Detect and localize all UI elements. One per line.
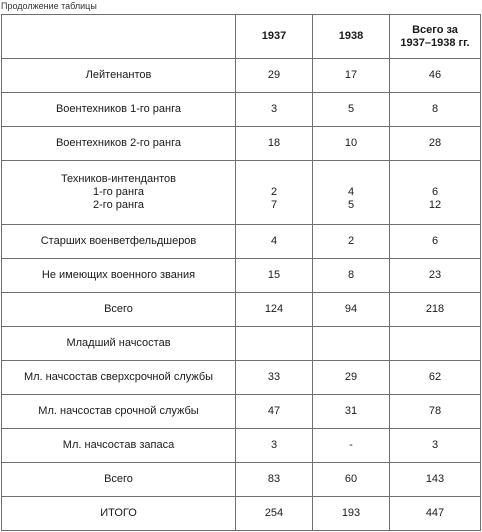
cell-1937	[236, 327, 313, 361]
cell-total: 23	[390, 259, 481, 293]
cell-1938: 10	[313, 127, 390, 161]
cell-1938: 94	[313, 293, 390, 327]
cell-total: 218	[390, 293, 481, 327]
cell-total: 78	[390, 395, 481, 429]
cell-1938: 2	[313, 225, 390, 259]
header-1937: 1937	[236, 15, 313, 59]
table-row	[2, 59, 481, 93]
row-label: Воентехников 2-го ранга	[2, 127, 236, 161]
cell-1937-sub1: 2	[270, 186, 278, 198]
cell-total: 62	[390, 361, 481, 395]
row-label: Младший начсостав	[2, 327, 236, 361]
cell-total: 46	[390, 59, 481, 93]
cell-1937	[236, 161, 313, 225]
row-label: Лейтенантов	[2, 59, 236, 93]
section-row	[2, 327, 481, 361]
row-sublabel-1: 1-го ранга	[93, 186, 144, 198]
row-label-main: Техников-интендантов	[60, 173, 177, 185]
table-row	[2, 225, 481, 259]
cell-1938	[313, 161, 390, 225]
cell-total: 447	[390, 497, 481, 531]
cell-1937: 254	[236, 497, 313, 531]
data-table	[1, 14, 481, 531]
cell-total: 143	[390, 463, 481, 497]
table-row	[2, 259, 481, 293]
cell-1938	[313, 327, 390, 361]
cell-total: 3	[390, 429, 481, 463]
table-row	[2, 127, 481, 161]
row-label: Мл. начсостав сверхсрочной службы	[2, 361, 236, 395]
table-row	[2, 93, 481, 127]
cell-1937: 18	[236, 127, 313, 161]
table-row	[2, 361, 481, 395]
cell-total: 6	[390, 225, 481, 259]
row-label: Мл. начсостав запаса	[2, 429, 236, 463]
cell-1937: 83	[236, 463, 313, 497]
header-label-cell	[2, 15, 236, 59]
grand-total-row	[2, 497, 481, 531]
cell-1937: 47	[236, 395, 313, 429]
cell-total: 8	[390, 93, 481, 127]
row-label	[2, 161, 236, 225]
cell-1938: 29	[313, 361, 390, 395]
cell-1938: -	[313, 429, 390, 463]
row-label: Воентехников 1-го ранга	[2, 93, 236, 127]
table-row	[2, 161, 481, 225]
cell-1937-sub2: 7	[270, 199, 278, 211]
total-row	[2, 293, 481, 327]
row-label: Старших военветфельдшеров	[2, 225, 236, 259]
table-caption: Продолжение таблицы	[1, 1, 97, 11]
row-label: Всего	[2, 293, 236, 327]
cell-1937: 4	[236, 225, 313, 259]
header-1938: 1938	[313, 15, 390, 59]
cell-1938: 5	[313, 93, 390, 127]
row-label: Всего	[2, 463, 236, 497]
cell-1938: 17	[313, 59, 390, 93]
row-label: ИТОГО	[2, 497, 236, 531]
cell-total	[390, 161, 481, 225]
cell-total: 28	[390, 127, 481, 161]
row-label: Мл. начсостав срочной службы	[2, 395, 236, 429]
cell-total-sub2: 12	[428, 199, 442, 211]
cell-1938-sub1: 4	[347, 186, 355, 198]
table-row	[2, 429, 481, 463]
cell-total	[390, 327, 481, 361]
cell-1938: 8	[313, 259, 390, 293]
row-sublabel-2: 2-го ранга	[93, 199, 144, 211]
cell-total-sub1: 6	[431, 186, 439, 198]
row-label: Не имеющих военного звания	[2, 259, 236, 293]
header-row	[2, 15, 481, 59]
cell-1938: 60	[313, 463, 390, 497]
cell-1938-sub2: 5	[347, 199, 355, 211]
cell-1937: 33	[236, 361, 313, 395]
cell-1938: 193	[313, 497, 390, 531]
cell-1937: 124	[236, 293, 313, 327]
cell-1937: 3	[236, 429, 313, 463]
table-row	[2, 395, 481, 429]
cell-1937: 15	[236, 259, 313, 293]
cell-1937: 3	[236, 93, 313, 127]
cell-1937: 29	[236, 59, 313, 93]
cell-1938: 31	[313, 395, 390, 429]
header-total: Всего за 1937–1938 гг.	[390, 15, 481, 59]
total-row	[2, 463, 481, 497]
